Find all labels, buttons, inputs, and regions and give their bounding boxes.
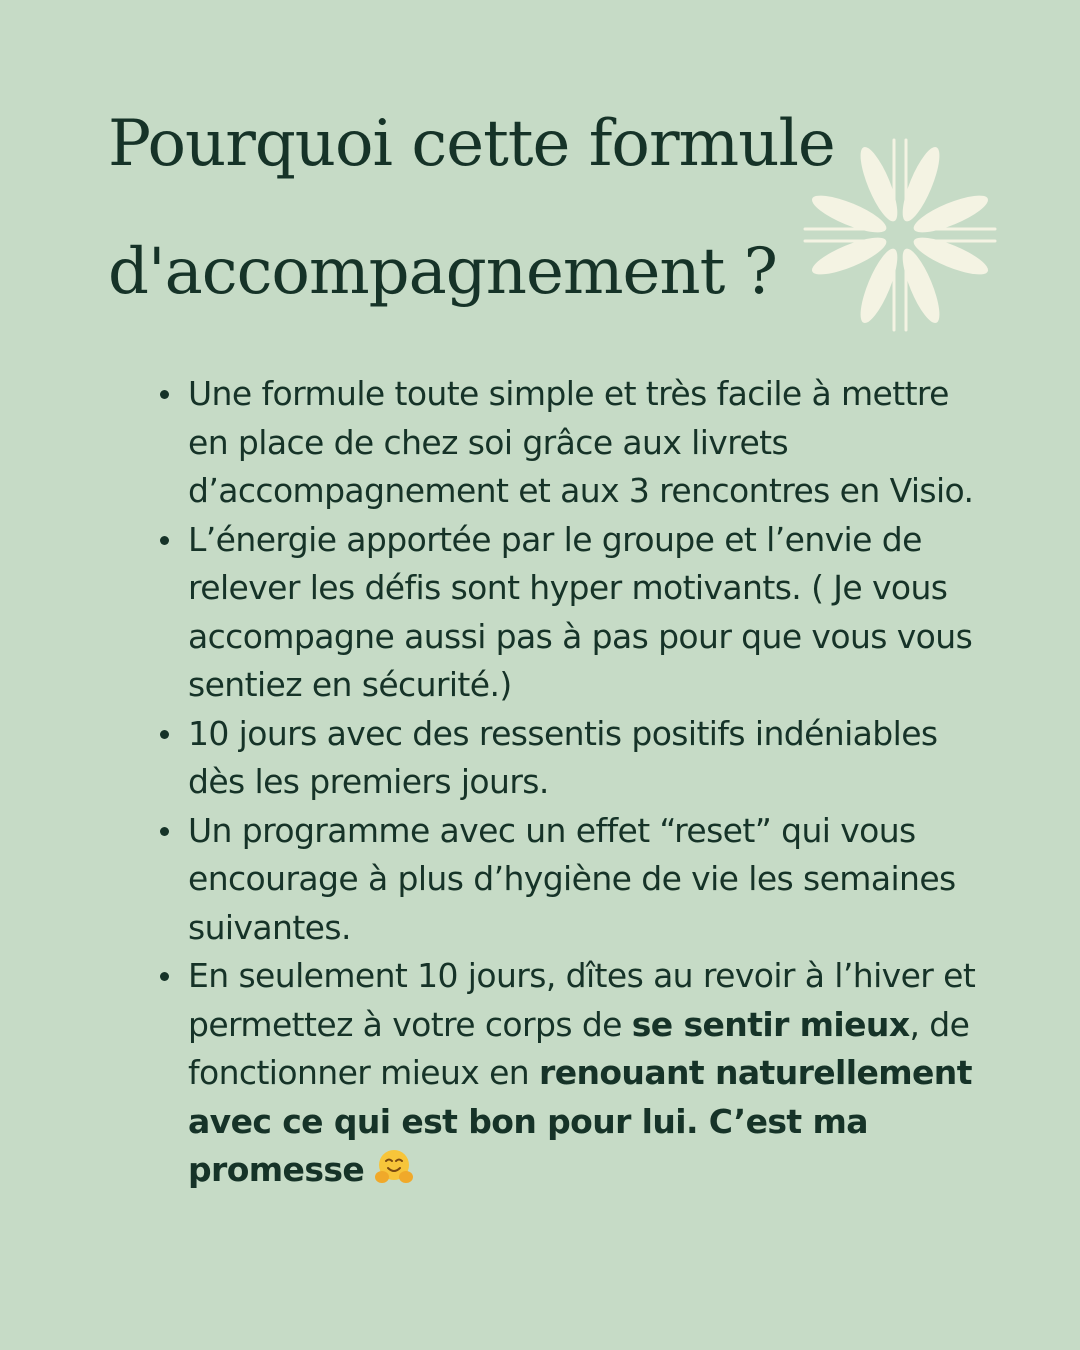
bullet-text: Un programme avec un effet “reset” qui vous encourage à plus d’hygiène de vie les semaines suivantes. <box>188 810 956 947</box>
bullet-item <box>188 807 978 953</box>
bullet-item <box>188 710 978 807</box>
hugging-face-emoji-icon <box>374 1147 414 1187</box>
bullet-text-bold: se sentir mieux <box>631 1004 910 1044</box>
page-title <box>108 80 868 336</box>
bullet-text: L’énergie apportée par le groupe et l’envie de relever les défis sont hyper motivants. ( Je vous accompagne aussi pas à pas pour que vous vous sentiez en sécurité.) <box>188 519 973 704</box>
bullet-text: Une formule toute simple et très facile à mettre en place de chez soi grâce aux livrets d’accompagnement et aux 3 rencontres en Visio. <box>188 374 974 510</box>
bullet-text: En seulement 10 jours, dîtes au revoir à l’hiver et permettez à votre corps de <box>188 956 976 1044</box>
bullet-item <box>188 952 978 1195</box>
bullet-item <box>188 516 978 710</box>
title-line-1: Pourquoi cette formule <box>108 107 835 181</box>
bullet-text-bold: renouant naturellement avec ce qui est bon pour lui. C’est ma promesse <box>188 1053 972 1189</box>
bullet-item <box>188 370 978 516</box>
bullet-text: 10 jours avec des ressentis positifs indéniables dès les premiers jours. <box>188 713 938 801</box>
bullet-list <box>188 370 978 1195</box>
bullet-text: , de fonctionner mieux en <box>188 1004 970 1092</box>
sunburst-icon <box>800 135 1000 335</box>
title-line-2: d'accompagnement ? <box>108 235 777 309</box>
